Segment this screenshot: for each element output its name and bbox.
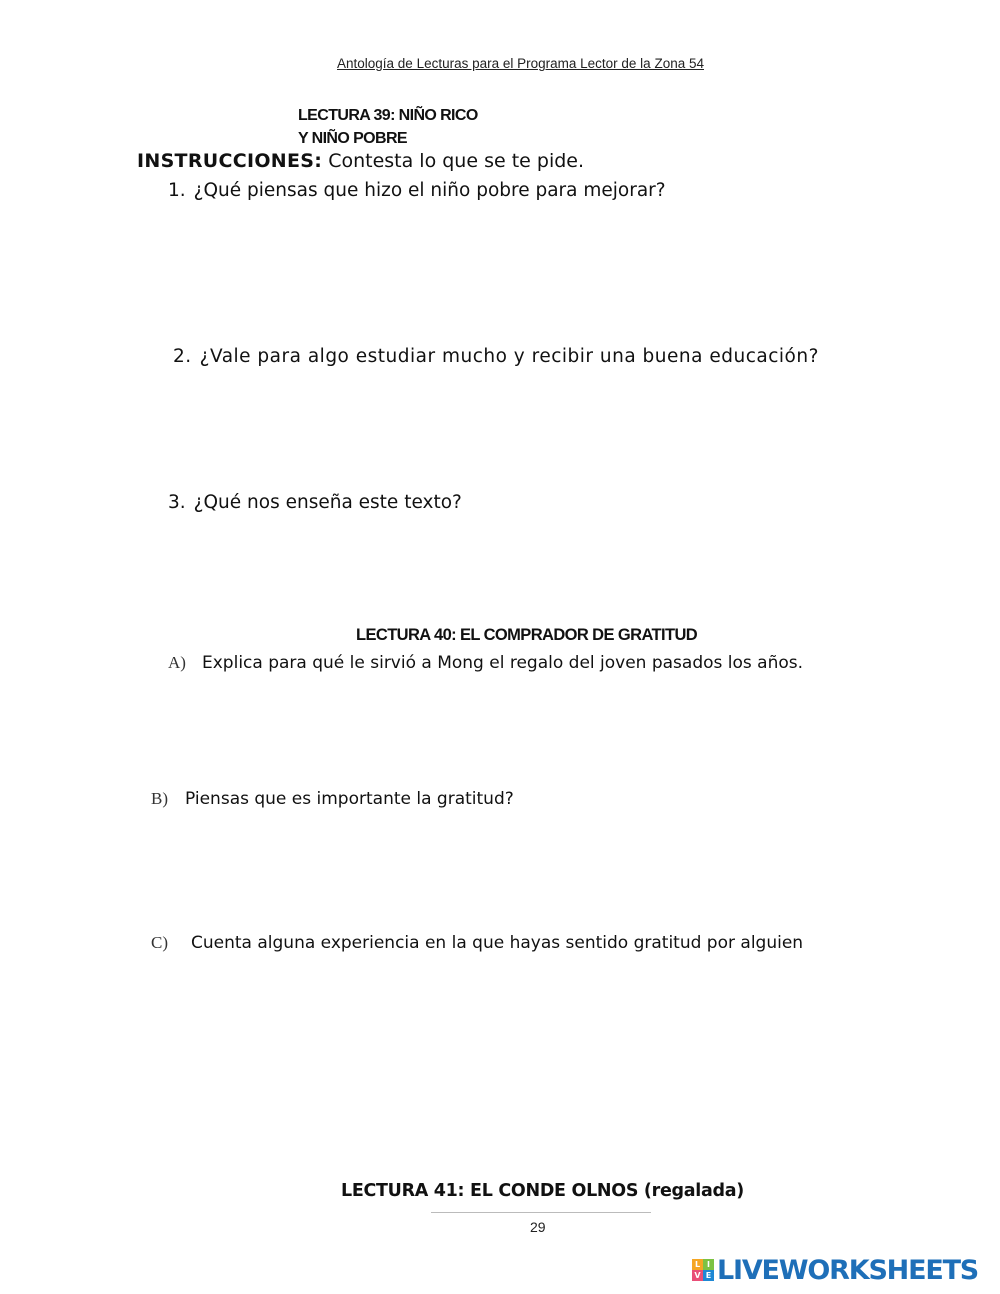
lectura-39-title-line2: Y NIÑO POBRE xyxy=(298,130,407,147)
question-text: ¿Vale para algo estudiar mucho y recibir una buena educación? xyxy=(199,346,819,367)
logo-mark-letter: E xyxy=(703,1270,714,1281)
instructions xyxy=(137,150,584,172)
instructions-text: Contesta lo que se te pide. xyxy=(328,150,585,172)
logo-mark-letter: L xyxy=(692,1259,703,1270)
instructions-label: INSTRUCCIONES: xyxy=(137,150,323,172)
question-1 xyxy=(168,180,666,201)
logo-mark-letter: V xyxy=(692,1270,703,1281)
lectura-41-title: LECTURA 41: EL CONDE OLNOS (regalada) xyxy=(341,1181,744,1201)
page-number: 29 xyxy=(530,1219,546,1235)
question-text: Cuenta alguna experiencia en la que hayas sentido gratitud por alguien xyxy=(191,933,804,953)
question-text: ¿Qué nos enseña este texto? xyxy=(193,492,462,513)
question-letter: A) xyxy=(168,653,186,672)
liveworksheets-logo[interactable] xyxy=(692,1253,978,1287)
question-text: ¿Qué piensas que hizo el niño pobre para mejorar? xyxy=(193,180,666,201)
question-letter: C) xyxy=(151,933,168,952)
logo-mark-letter: I xyxy=(703,1259,714,1270)
question-a xyxy=(168,653,803,673)
lectura-39-title-line1: LECTURA 39: NIÑO RICO xyxy=(298,107,478,124)
liveworksheets-mark-icon xyxy=(692,1259,714,1281)
question-letter: B) xyxy=(151,789,168,808)
lectura-40-title: LECTURA 40: EL COMPRADOR DE GRATITUD xyxy=(356,626,698,644)
liveworksheets-logo-text: LIVEWORKSHEETS xyxy=(717,1254,979,1286)
question-c xyxy=(151,933,803,953)
question-number: 3. xyxy=(168,492,186,513)
question-2 xyxy=(173,346,819,367)
question-text: Explica para qué le sirvió a Mong el regalo del joven pasados los años. xyxy=(202,653,804,673)
document-header: Antología de Lecturas para el Programa Lector de la Zona 54 xyxy=(337,56,704,71)
question-number: 2. xyxy=(173,346,192,367)
question-b xyxy=(151,789,514,809)
question-number: 1. xyxy=(168,180,186,201)
question-3 xyxy=(168,492,462,513)
question-text: Piensas que es importante la gratitud? xyxy=(185,789,514,809)
footer-divider xyxy=(431,1212,651,1213)
